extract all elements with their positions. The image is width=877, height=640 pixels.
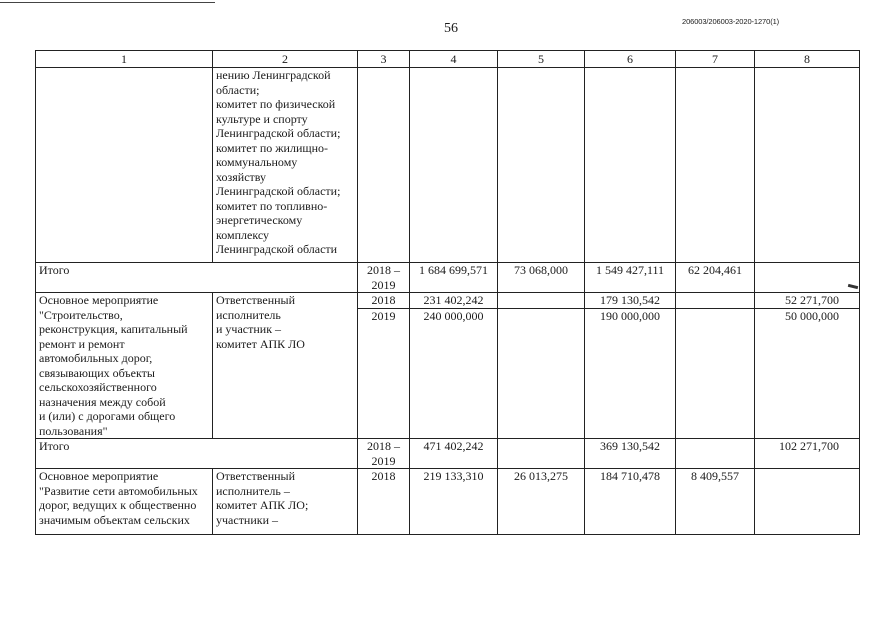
- column-header: 6: [585, 51, 676, 68]
- top-rule: [0, 2, 215, 3]
- measure-col6: 184 710,478: [585, 469, 676, 535]
- measure-year: 2018: [358, 469, 410, 535]
- measure-col8: 52 271,700: [755, 293, 860, 309]
- measure-col6: 190 000,000: [585, 309, 676, 439]
- cell-col8: [755, 68, 860, 263]
- cell-col4: [410, 68, 498, 263]
- total-label: Итого: [36, 439, 358, 469]
- total-col8: [755, 263, 860, 293]
- total-label: Итого: [36, 263, 358, 293]
- measure-year: 2019: [358, 309, 410, 439]
- cell-measure: [36, 68, 213, 263]
- total-years: 2018 – 2019: [358, 263, 410, 293]
- measure-col8: [755, 469, 860, 535]
- measure-title: Основное мероприятие "Развитие сети автомобильных дорог, ведущих к общественно значимым объектам сельских: [36, 469, 213, 535]
- column-header: 7: [676, 51, 755, 68]
- total-col4: 1 684 699,571: [410, 263, 498, 293]
- total-col7: [676, 439, 755, 469]
- cell-year: [358, 68, 410, 263]
- measure-col7: [676, 309, 755, 439]
- measure-col4: 240 000,000: [410, 309, 498, 439]
- measure-col5: [498, 293, 585, 309]
- measure-col5: 26 013,275: [498, 469, 585, 535]
- measure-title: Основное мероприятие "Строительство, реконструкция, капитальный ремонт и ремонт автомобильных дорог, связывающих объекты сельскохозяйственного назначения между собой и (или) с дорогами общего пользования": [36, 293, 213, 439]
- measure-year: 2018: [358, 293, 410, 309]
- total-col4: 471 402,242: [410, 439, 498, 469]
- measure-col6: 179 130,542: [585, 293, 676, 309]
- measure-col5: [498, 309, 585, 439]
- program-table: [35, 50, 860, 535]
- total-col8: 102 271,700: [755, 439, 860, 469]
- measure-col7: [676, 293, 755, 309]
- measure-col7: 8 409,557: [676, 469, 755, 535]
- measure-col8: 50 000,000: [755, 309, 860, 439]
- measure-executor: Ответственный исполнитель – комитет АПК ЛО; участники –: [213, 469, 358, 535]
- column-header: 8: [755, 51, 860, 68]
- table-row-continuation: [36, 68, 860, 263]
- total-col7: 62 204,461: [676, 263, 755, 293]
- total-col5: 73 068,000: [498, 263, 585, 293]
- table-row-measure: [36, 293, 860, 309]
- measure-executor: Ответственный исполнитель и участник – комитет АПК ЛО: [213, 293, 358, 439]
- page-number: 56: [444, 21, 458, 36]
- total-col6: 1 549 427,111: [585, 263, 676, 293]
- cell-col5: [498, 68, 585, 263]
- measure-col4: 219 133,310: [410, 469, 498, 535]
- total-col6: 369 130,542: [585, 439, 676, 469]
- column-header: 1: [36, 51, 213, 68]
- table-row-measure: [36, 469, 860, 535]
- table-row-total: [36, 263, 860, 293]
- cell-col6: [585, 68, 676, 263]
- total-years: 2018 – 2019: [358, 439, 410, 469]
- measure-col4: 231 402,242: [410, 293, 498, 309]
- column-header: 4: [410, 51, 498, 68]
- total-col5: [498, 439, 585, 469]
- document-id: 206003/206003-2020-1270(1): [682, 17, 780, 26]
- column-header: 5: [498, 51, 585, 68]
- column-header: 2: [213, 51, 358, 68]
- column-header: 3: [358, 51, 410, 68]
- column-numbers-row: [36, 51, 860, 68]
- cell-col7: [676, 68, 755, 263]
- table-row-total: [36, 439, 860, 469]
- cell-executors: нению Ленинградской области; комитет по физической культуре и спорту Ленинградской области; комитет по жилищно- коммунальному хозяйству Ленинградской области; комитет по топливно- энергетическому комплексу Ленинградской области: [213, 68, 358, 263]
